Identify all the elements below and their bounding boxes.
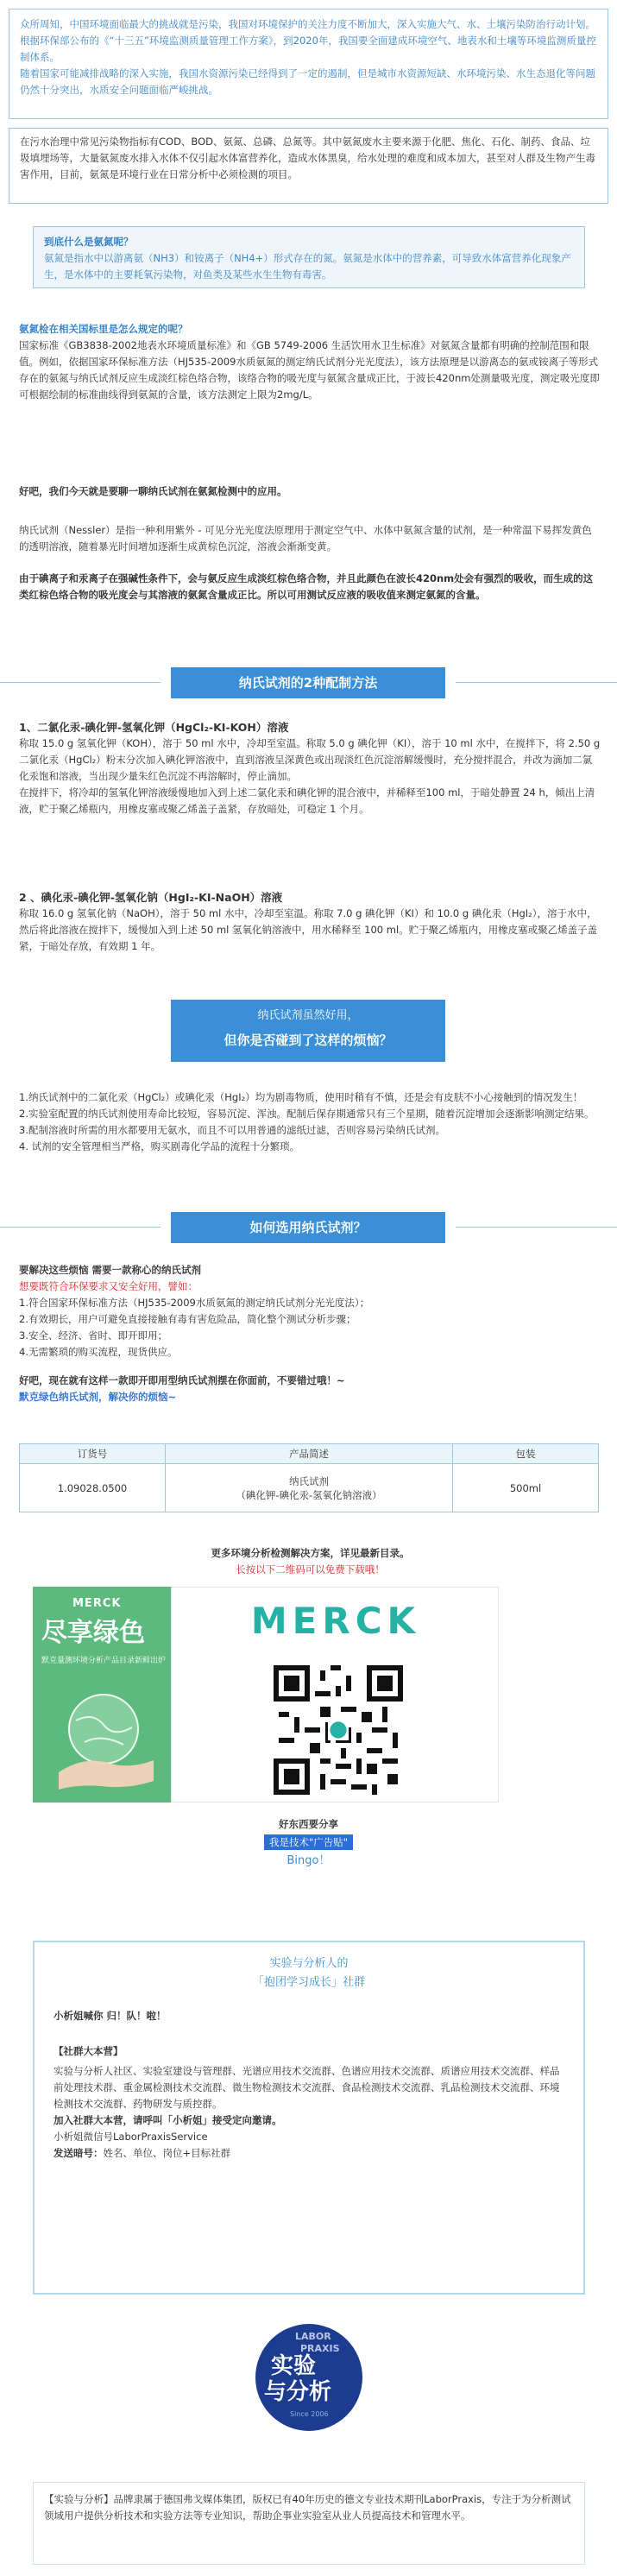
troubles-title-line-1: 纳氏试剂虽然好用， [257, 1009, 359, 1022]
intro-paragraph-2: 随着国家可能减排战略的深入实施，我国水资源污染已经得到了一定的遏制，但是城市水资源短缺、水环境污染、水生态退化等问题仍然十分突出，水质安全问题面临严峻挑战。 [20, 67, 595, 96]
community-title [35, 1954, 583, 1992]
logo-text-1: 实验 [271, 2353, 317, 2379]
standard-section [19, 321, 601, 403]
community-join: 加入社群大本营，请呼叫「小析姐」接受定向邀请。 [54, 2114, 282, 2126]
table-row [20, 1464, 599, 1512]
community-title-line-2: 「抱团学习成长」社群 [252, 1976, 365, 1989]
logo-text-2: 与分析 [264, 2379, 332, 2405]
choose-intro-2: 想要既符合环保要求又安全好用，譬如： [19, 1280, 198, 1292]
tech-ad-badge: 我是技术"广告贴" [264, 1834, 353, 1850]
method-1-paragraph-2: 在搅拌下，将冷却的氢氧化钾溶液缓慢地加入到上述二氯化汞和碘化钾的混合液中，并稀释至100 ml，于暗处静置 24 h，倾出上清液，贮于聚乙烯瓶内，用橡皮塞或聚乙烯盖子盖紧，存放暗处，可稳定 1 个月。 [19, 786, 595, 815]
trouble-item: 1.纳氏试剂中的二氯化汞（HgCl₂）或碘化汞（HgI₂）均为剧毒物质，使用时稍有不慎，还是会有皮肤不小心接触到的情况发生！ [19, 1091, 583, 1103]
definition-answer: 氨氮是指水中以游离氨（NH3）和铵离子（NH4+）形式存在的氮。氨氮是水体中的营养素，可导致水体富营养化现象产生，是水体中的主要耗氧污染物，对鱼类及某些水生生物有毒害。 [44, 252, 571, 281]
definition-box [33, 226, 585, 288]
pollution-paragraph: 在污水治理中常见污染物指标有COD、BOD、氨氮、总磷、总氮等。其中氨氮废水主要来源于化肥、焦化、石化、制药、食品、垃圾填埋场等，大量氨氮废水排入水体不仅引起水体富营养化，造成水体黑臭，给水处理的难度和成本加大，甚至对人群及生物产生毒害作用，目前，氨氮是环境行业在日常分析中必须检测的项目。 [20, 136, 595, 180]
logo-praxis: PRAXIS [300, 2343, 340, 2354]
method-1-title: 1、二氯化汞-碘化钾-氢氧化钾（HgCl₂-KI-KOH）溶液 [19, 721, 289, 734]
product-desc-line-2: （碘化钾-碘化汞-氢氧化钠溶液） [236, 1488, 382, 1501]
choose-callout: 默克绿色纳氏试剂，解决你的烦恼~ [19, 1391, 177, 1403]
globe-in-hand-icon [50, 1677, 162, 1798]
brand-footer-text: 【实验与分析】品牌隶属于德国弗戈媒体集团，版权已有40年历史的德文专业技术期刊LaborPraxis，专注于为分析测试领域用户提供分析技术和实验方法等专业知识，帮助企事业实验室从业人员提高技术和管理水平。 [44, 2493, 571, 2522]
choose-item: 2.有效期长，用户可避免直接接触有毒有害危险品，简化整个测试分析步骤； [19, 1313, 356, 1325]
community-apply [54, 2145, 564, 2162]
header-pack: 包装 [453, 1444, 599, 1464]
ad-subline: 默克量测环境分析产品目录新鲜出炉 [41, 1657, 167, 1665]
share-section [0, 1816, 617, 1871]
method-1 [19, 719, 601, 818]
community-title-line-1: 实验与分析人的 [269, 1957, 349, 1970]
ad-catalog-cover[interactable] [33, 1587, 171, 1803]
trouble-item: 3.配制溶液时所需的用水都要用无氨水，而且不可以用普通的滤纸过滤，否则容易污染纳氏试剂。 [19, 1124, 445, 1136]
method-2 [19, 889, 601, 955]
choose-section [19, 1262, 601, 1405]
troubles-list [19, 1089, 601, 1155]
lab-analysis-logo [255, 2324, 362, 2431]
product-table-header [20, 1444, 599, 1464]
product-table [19, 1443, 599, 1512]
community-welcome: 小析姐喊你 归！队！啦！ [54, 2010, 167, 2022]
method-2-title: 2 、碘化汞-碘化钾-氢氧化钠（HgI₂-KI-NaOH）溶液 [19, 891, 283, 904]
community-wechat: 小析姐微信号LaborPraxisService [54, 2131, 208, 2143]
choose-item: 4.无需繁琐的购买流程，现货供应。 [19, 1346, 178, 1358]
standard-answer: 国家标准《GB3838-2002地表水环境质量标准》和《GB 5749-2006 生活饮用水卫生标准》对氨氮含量都有明确的控制范围和限值。例如，依据国家环保标准方法（HJ535-2009水质氨氮的测定纳氏试剂分光光度法），该方法原理是以游离态的氨或铵离子等形式存在的氨氮与纳氏试剂反应生成淡红棕色络合物，该络合物的吸光度与氨氮含量成正比，于波长420nm处测量吸光度，测定吸光度即可根据绘制的标准曲线得到氨氮的含量，该方法测定上限为2mg/L。 [19, 339, 600, 401]
intro-paragraph-1: 众所周知，中国环境面临最大的挑战就是污染，我国对环境保护的关注力度不断加大，深入实施大气、水、土壤污染防治行动计划。根据环保部公布的《“十三五”环境监测质量管理工作方案》，到2020年，我国要全面建成环境空气、地表水和土壤等环境监测质量控制体系。 [20, 18, 596, 63]
share-label: 好东西要分享 [279, 1818, 338, 1830]
definition-question: 到底什么是氨氮呢？ [44, 236, 134, 248]
header-order-code: 订货号 [20, 1444, 166, 1464]
trouble-item: 4. 试剂的安全管理相当严格，购买剧毒化学品的流程十分繁琐。 [19, 1140, 300, 1152]
nessler-paragraph-2: 由于碘离子和汞离子在强碱性条件下，会与氨反应生成淡红棕色络合物，并且此颜色在波长420nm处会有强烈的吸收，而生成的这类红棕色络合物的吸光度会与其溶液的氨氮含量成正比。所以可用测试反应液的吸收值来测定氨氮的含量。 [19, 572, 594, 601]
brand-footer [33, 2482, 585, 2565]
choose-closing: 好吧，现在就有这样一款即开即用型纳氏试剂摆在你面前，不要错过哦！~ [19, 1374, 345, 1386]
section-title-preparation: 纳氏试剂的2种配制方法 [171, 667, 445, 698]
qr-code-icon[interactable] [274, 1665, 403, 1795]
logo-since: Since 2006 [290, 2410, 329, 2418]
standard-question: 氨氮检在相关国标里是怎么规定的呢？ [19, 323, 188, 335]
trouble-item: 2.实验室配置的纳氏试剂使用寿命比较短，容易沉淀、浑浊。配制后保存期通常只有三个星期，随着沉淀增加会逐渐影响测定结果。 [19, 1108, 595, 1120]
community-heading: 【社群大本营】 [54, 2045, 123, 2057]
community-box [33, 1941, 585, 2295]
section-title-choose: 如何选用纳氏试剂？ [171, 1212, 445, 1243]
product-code: 1.09028.0500 [20, 1464, 166, 1512]
promo-line-2: 长按以下二维码可以免费下载哦！ [236, 1563, 385, 1575]
section-title-troubles [171, 1000, 445, 1062]
method-1-paragraph-1: 称取 15.0 g 氢氧化钾（KOH），溶于 50 ml 水中，冷却至室温。称取 5.0 g 碘化钾（KI），溶于 10 ml 水中，在搅拌下，将 2.50 g 二氯化汞（HgCl₂）粉末分次加入碘化钾溶液中，直到溶液呈深黄色或出现淡红色沉淀溶解缓慢时，充分搅拌混合，并改为滴加二氯化汞饱和溶液，当出现少量朱红色沉淀不再溶解时，停止滴加。 [19, 737, 601, 782]
nessler-section [19, 522, 601, 603]
choose-intro-1: 要解决这些烦恼 需要一款称心的纳氏试剂 [19, 1264, 202, 1276]
promo-text [19, 1545, 601, 1578]
pollution-box [9, 128, 608, 204]
merck-logo-large: MERCK [250, 1600, 421, 1642]
logo-labor: LABOR [295, 2331, 331, 2342]
community-groups: 实验与分析人社区、实验室建设与管理群、光谱应用技术交流群、色谱应用技术交流群、质谱应用技术交流群、样品前处理技术群、重金属检测技术交流群、微生物检测技术交流群、食品检测技术交流群、乳品检测技术交流群、环境检测技术交流群、药物研发与质控群。 [54, 2065, 560, 2110]
community-apply-label: 发送暗号： [54, 2147, 104, 2159]
promo-line-1: 更多环境分析检测解决方案，详见最新目录。 [211, 1547, 410, 1559]
header-description: 产品简述 [166, 1444, 453, 1464]
bingo-text: Bingo！ [286, 1854, 331, 1867]
nessler-paragraph-1: 纳氏试剂（Nessler）是指一种利用紫外 - 可见分光光度法原理用于测定空气中、水体中氨氮含量的试剂，是一种常温下易挥发黄色的透明溶液，随着暴光时间增加逐渐生成黄棕色沉淀，溶液会渐渐变黄。 [19, 524, 592, 552]
product-pack: 500ml [453, 1464, 599, 1512]
community-apply-value: 姓名、单位、岗位+目标社群 [103, 2147, 231, 2159]
product-desc [166, 1464, 453, 1512]
choose-item: 3.安全、经济、省时、即开即用； [19, 1329, 167, 1342]
choose-item: 1.符合国家环保标准方法（HJ535-2009水质氨氮的测定纳氏试剂分光光度法）； [19, 1297, 370, 1309]
merck-logo-small: MERCK [72, 1597, 122, 1610]
ad-headline: 尽享绿色 [41, 1618, 145, 1648]
troubles-title-line-2: 但你是否碰到了这样的烦恼？ [224, 1032, 393, 1048]
community-body [35, 1992, 583, 2162]
intro-box [9, 9, 608, 119]
lead-sentence: 好吧，我们今天就是要聊一聊纳氏试剂在氨氮检测中的应用。 [19, 485, 287, 497]
ad-qr-panel[interactable] [171, 1587, 499, 1803]
product-desc-line-1: 纳氏试剂 [289, 1474, 329, 1487]
method-2-paragraph-1: 称取 16.0 g 氢氧化钠（NaOH），溶于 50 ml 水中，冷却至室温。称取 7.0 g 碘化钾（KI）和 10.0 g 碘化汞（HgI₂），溶于水中，然后将此溶液在搅拌下，缓慢加入到上述 50 ml 氢氧化钠溶液中，用水稀释至 100 ml。贮于聚乙烯瓶内，用橡皮塞或聚乙烯盖子盖紧，于暗处存放，有效期 1 年。 [19, 907, 598, 952]
